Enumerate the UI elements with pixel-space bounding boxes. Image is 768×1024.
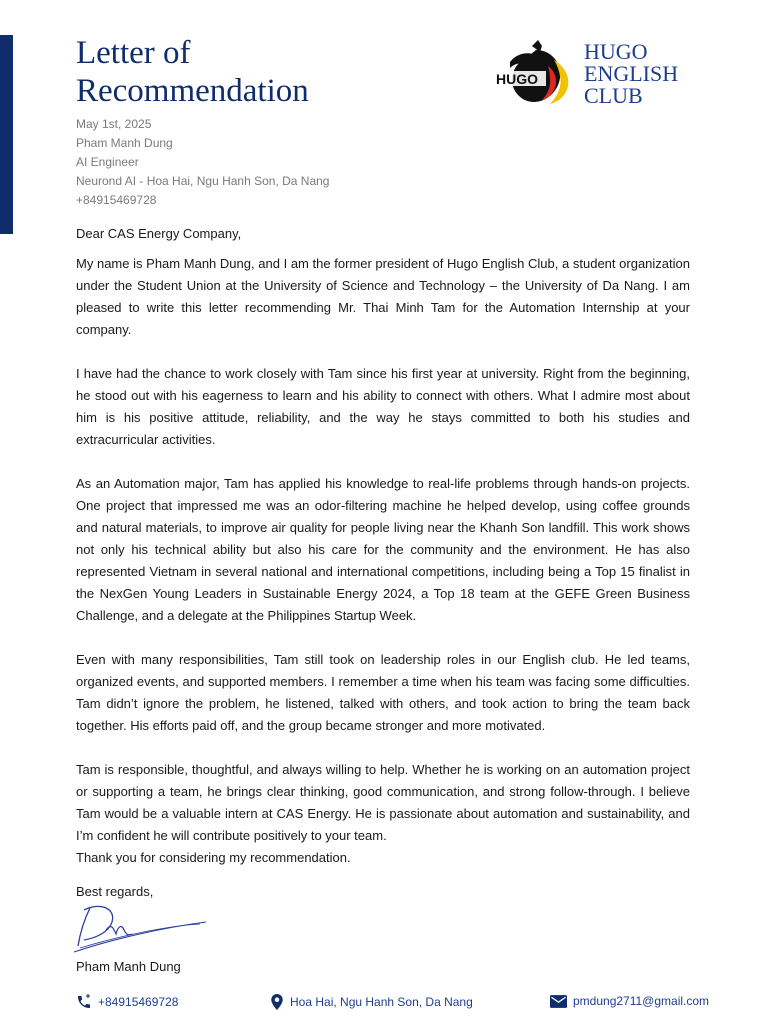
title-line-2: Recommendation [76,73,309,109]
club-name-line-3: CLUB [584,83,643,108]
club-name-line-2: ENGLISH [584,61,679,86]
paragraph-leadership: Even with many responsibilities, Tam still took on leadership roles in our English club. He led teams, organized events, and supported members. I remember a time when his team was facing some difficulties. Tam didn’t ignore the problem, he listened, talked with others, and took action to bring the team back together. His efforts paid off, and the group became stronger and more motivated. [76,652,690,733]
sender-name: Pham Manh Dung [76,136,173,150]
footer-email-text: pmdung2711@gmail.com [573,994,710,1008]
footer-phone-text: +84915469728 [98,995,179,1009]
title-line-1: Letter of [76,35,191,71]
footer-email [550,994,709,1008]
paragraph-summary: Tam is responsible, thoughtful, and always willing to help. Whether he is working on an automation project or supporting a team, he brings clear thinking, good communication, and strong follow-through. I believe Tam would be a valuable intern at CAS Energy. He is passionate about automation and sustainability, and I’m confident he will contribute positively to your team. [76,762,690,843]
footer-location-text: Hoa Hai, Ngu Hanh Son, Da Nang [290,995,473,1009]
signer-name: Pham Manh Dung [76,959,181,974]
salutation: Dear CAS Energy Company, [76,226,242,241]
sender-block [76,115,329,210]
paragraph-relationship: I have had the chance to work closely with Tam since his first year at university. Right from the beginning, he stood out with his eagerness to learn and his ability to connect with others. What I admire most about him is his positive attitude, reliability, and the way he stays committed to both his studies and extracurricular activities. [76,366,690,447]
paragraph-projects: As an Automation major, Tam has applied his knowledge to real-life problems through hands-on projects. One project that impressed me was an odor-filtering machine he helped develop, using coffee grounds and natural materials, to improve air quality for people living near the Khanh Son landfill. This work shows not only his technical ability but also his care for the community and the environment. He has also represented Vietnam in several national and international competitions, including being a Top 15 finalist in the NexGen Young Leaders in Sustainable Energy 2024, a Top 18 team at the GEFE Green Business Challenge, and a delegate at the Philippines Startup Week. [76,476,690,623]
location-pin-icon [270,994,284,1010]
footer-location [270,994,473,1010]
club-name [584,41,678,107]
paragraph-intro: My name is Pham Manh Dung, and I am the former president of Hugo English Club, a student organization under the Student Union at the University of Science and Technology – the University of Da Nang. I am pleased to write this letter recommending Mr. Thai Minh Tam for the Automation Internship at your company. [76,256,690,337]
hugo-english-club-logo-icon [492,40,574,106]
signature-icon [70,900,210,958]
email-icon [550,995,567,1008]
sender-phone: +84915469728 [76,193,157,207]
thanks-line: Thank you for considering my recommendation. [76,850,351,865]
footer-phone [76,994,178,1010]
phone-icon [76,994,92,1010]
sender-role: AI Engineer [76,155,139,169]
page-title [76,34,309,110]
letter-date: May 1st, 2025 [76,117,152,131]
club-name-line-1: HUGO [584,39,648,64]
letter-body [76,223,690,903]
sender-address: Neurond AI - Hoa Hai, Ngu Hanh Son, Da Nang [76,174,330,188]
accent-side-bar [0,35,13,234]
logo-wordmark: HUGO [496,71,538,87]
closing: Best regards, [76,884,154,899]
